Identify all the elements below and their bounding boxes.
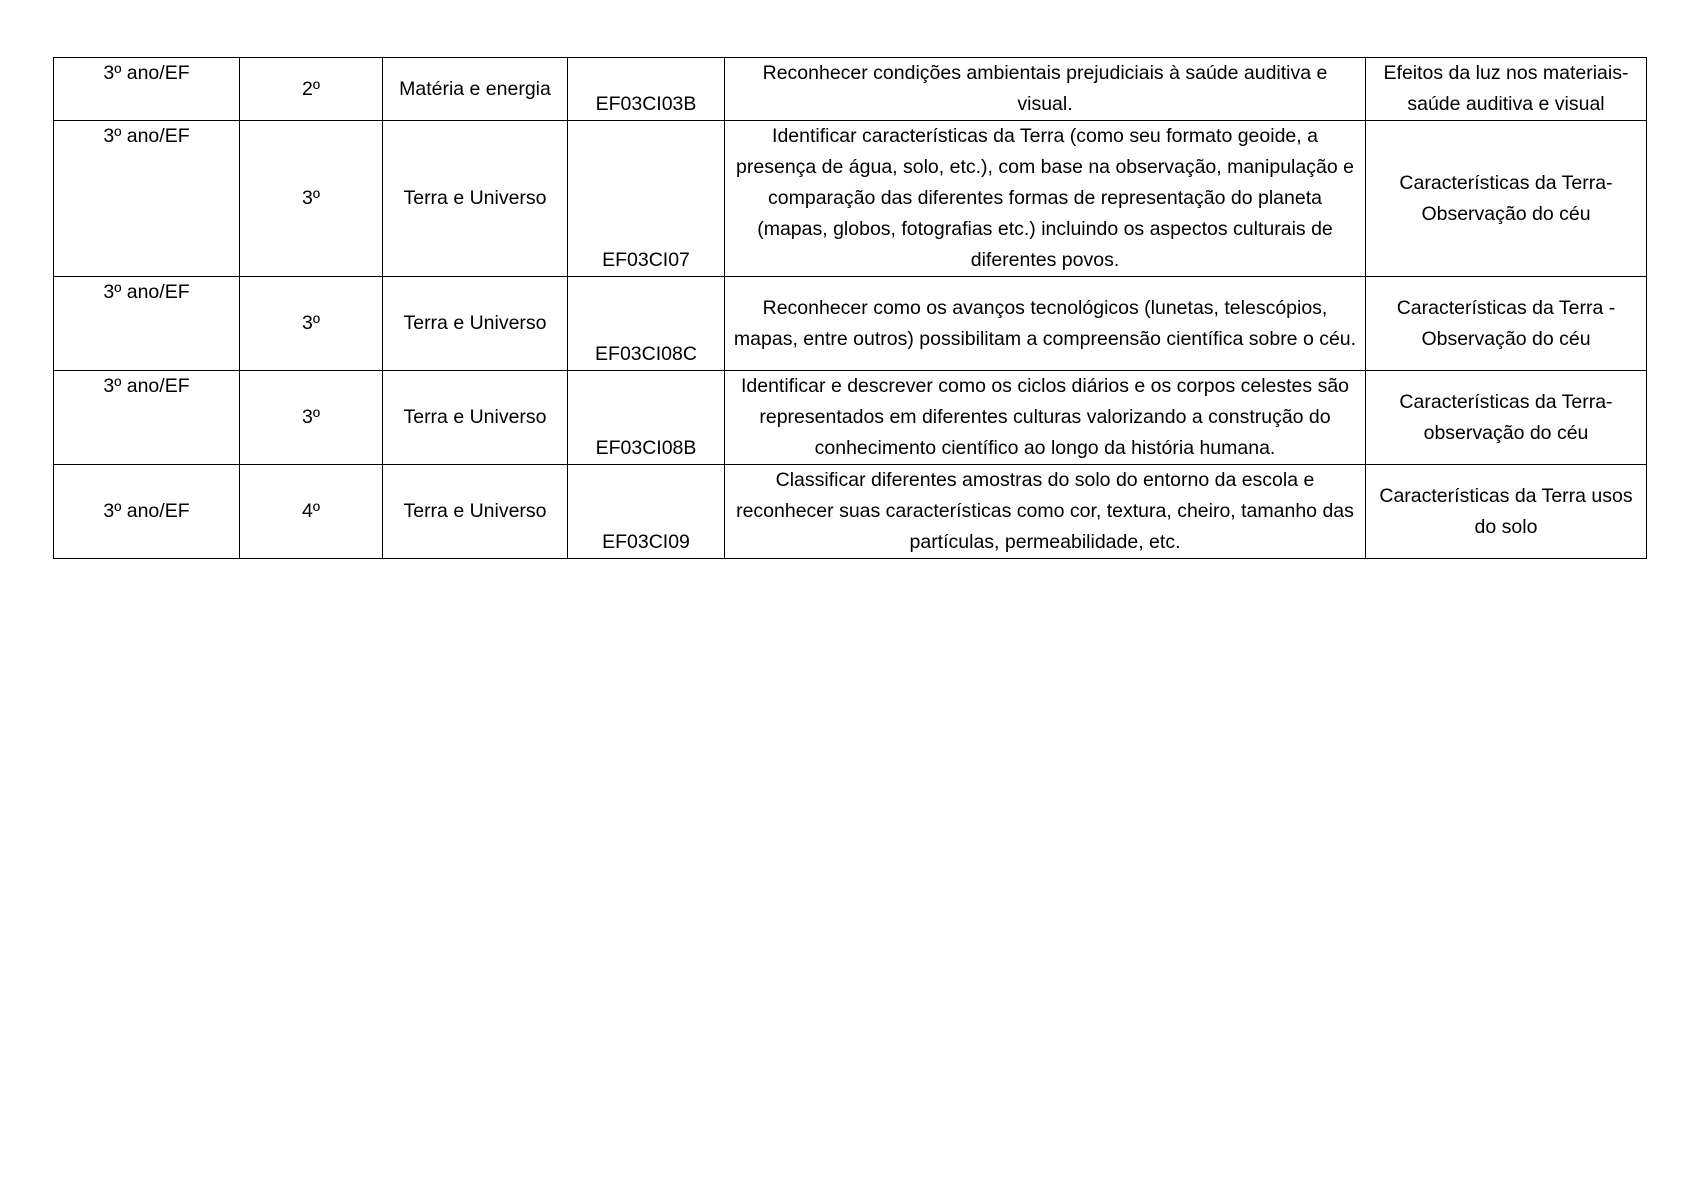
skill-code-cell: EF03CI08B	[568, 371, 725, 465]
knowledge-object-cell: Efeitos da luz nos materiais- saúde auditiva e visual	[1366, 58, 1647, 121]
bimester-cell: 3º	[240, 277, 383, 371]
curriculum-table	[53, 57, 1647, 559]
skill-code-cell: EF03CI03B	[568, 58, 725, 121]
knowledge-object-cell: Características da Terra- observação do céu	[1366, 371, 1647, 465]
bimester-cell: 3º	[240, 121, 383, 277]
skill-code-cell: EF03CI08C	[568, 277, 725, 371]
knowledge-object-cell: Características da Terra- Observação do céu	[1366, 121, 1647, 277]
table-row	[54, 277, 1647, 371]
bimester-cell: 4º	[240, 465, 383, 559]
thematic-unit-cell: Terra e Universo	[383, 465, 568, 559]
thematic-unit-cell: Matéria e energia	[383, 58, 568, 121]
bimester-cell: 2º	[240, 58, 383, 121]
year-cell: 3º ano/EF	[54, 121, 240, 277]
knowledge-object-cell: Características da Terra usos do solo	[1366, 465, 1647, 559]
table-row	[54, 465, 1647, 559]
skill-description-cell: Reconhecer como os avanços tecnológicos (lunetas, telescópios, mapas, entre outros) possibilitam a compreensão científica sobre o céu.	[725, 277, 1366, 371]
bimester-cell: 3º	[240, 371, 383, 465]
year-cell: 3º ano/EF	[54, 371, 240, 465]
thematic-unit-cell: Terra e Universo	[383, 277, 568, 371]
skill-description-cell: Identificar características da Terra (como seu formato geoide, a presença de água, solo, etc.), com base na observação, manipulação e comparação das diferentes formas de representação do planeta (mapas, globos, fotografias etc.) incluindo os aspectos culturais de diferentes povos.	[725, 121, 1366, 277]
year-cell: 3º ano/EF	[54, 465, 240, 559]
skill-description-cell: Identificar e descrever como os ciclos diários e os corpos celestes são representados em diferentes culturas valorizando a construção do conhecimento científico ao longo da história humana.	[725, 371, 1366, 465]
skill-code-cell: EF03CI07	[568, 121, 725, 277]
thematic-unit-cell: Terra e Universo	[383, 371, 568, 465]
skill-description-cell: Classificar diferentes amostras do solo do entorno da escola e reconhecer suas características como cor, textura, cheiro, tamanho das partículas, permeabilidade, etc.	[725, 465, 1366, 559]
skill-code-cell: EF03CI09	[568, 465, 725, 559]
thematic-unit-cell: Terra e Universo	[383, 121, 568, 277]
year-cell: 3º ano/EF	[54, 277, 240, 371]
year-cell: 3º ano/EF	[54, 58, 240, 121]
table-row	[54, 371, 1647, 465]
table-row	[54, 121, 1647, 277]
table-row	[54, 58, 1647, 121]
knowledge-object-cell: Características da Terra - Observação do céu	[1366, 277, 1647, 371]
skill-description-cell: Reconhecer condições ambientais prejudiciais à saúde auditiva e visual.	[725, 58, 1366, 121]
